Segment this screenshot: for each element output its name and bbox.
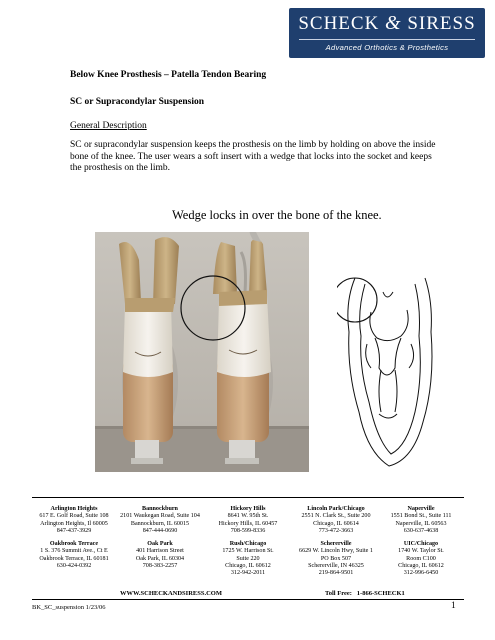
office-oakbrook-terrace: Oakbrook Terrace 1 S. 376 Summit Ave., Ct E Oakbrook Terrace, IL 60181 630-424-0392 xyxy=(39,541,109,569)
document-subtitle: SC or Supracondylar Suspension xyxy=(70,97,205,107)
toll-free-number: 1-866-SCHECK1 xyxy=(356,590,405,597)
document-id: BK_SC_suspension 1/23/06 xyxy=(32,604,106,611)
prosthesis-photo xyxy=(95,232,309,472)
logo-tagline: Advanced Orthotics & Prosthetics xyxy=(325,43,449,52)
office-lincoln-park: Lincoln Park/Chicago 2551 N. Clark St., Suite 200 Chicago, IL 60614 773-472-3663 xyxy=(301,506,371,534)
figure-caption: Wedge locks in over the bone of the knee. xyxy=(172,208,382,222)
office-uic-chicago: UIC/Chicago 1740 W. Taylor St. Room C100 Chicago, IL 60612 312-996-6450 xyxy=(398,541,444,577)
office-schererville: Schererville 6629 W. Lincoln Hwy, Suite 1 PO Box 507 Schererville, IN 46325 219-864-9501 xyxy=(299,541,373,577)
office-oak-park: Oak Park 401 Harrison Street Oak Park, IL 60304 708-383-2257 xyxy=(135,541,185,569)
website-link[interactable]: WWW.SCHECKANDSIRESS.COM xyxy=(120,590,222,597)
page-number: 1 xyxy=(451,601,456,611)
office-rush-chicago: Rush/Chicago 1725 W. Harrison St. Suite 220 Chicago, IL 60612 312-942-2011 xyxy=(222,541,274,577)
logo-name-right: SIRESS xyxy=(407,13,476,34)
office-naperville: Naperville 1551 Bond St., Suite 111 Naperville, IL 60563 630-637-4638 xyxy=(390,506,452,534)
footer-bottom-rule xyxy=(32,599,464,600)
document-title: Below Knee Prosthesis – Patella Tendon Bearing xyxy=(70,70,267,80)
toll-free-phone xyxy=(325,590,405,597)
logo-ampersand: & xyxy=(385,12,402,34)
knee-diagram xyxy=(337,272,445,468)
description-paragraph: SC or supracondylar suspension keeps the prosthesis on the limb by holding on above the inside bone of the knee. The user wears a soft insert with a wedge that locks into the socket and keeps the prosthesis on the limb. xyxy=(70,140,436,173)
company-logo xyxy=(289,8,485,58)
logo-name-left: SCHECK xyxy=(298,13,380,34)
footer-top-rule xyxy=(32,497,464,498)
office-hickory-hills: Hickory Hills 8641 W. 95th St. Hickory Hills, IL 60457 708-599-8336 xyxy=(218,506,278,534)
office-arlington-heights: Arlington Heights 617 E. Golf Road, Suite 108 Arlington Heights, Il 60005 847-437-3929 xyxy=(39,506,109,534)
logo-divider xyxy=(299,39,475,40)
toll-free-label: Toll Free: xyxy=(325,590,352,597)
section-heading: General Description xyxy=(70,121,147,131)
office-bannockburn: Bannockburn 2101 Waukegan Road, Suite 104 Bannockburn, IL 60015 847-444-0690 xyxy=(120,506,200,534)
